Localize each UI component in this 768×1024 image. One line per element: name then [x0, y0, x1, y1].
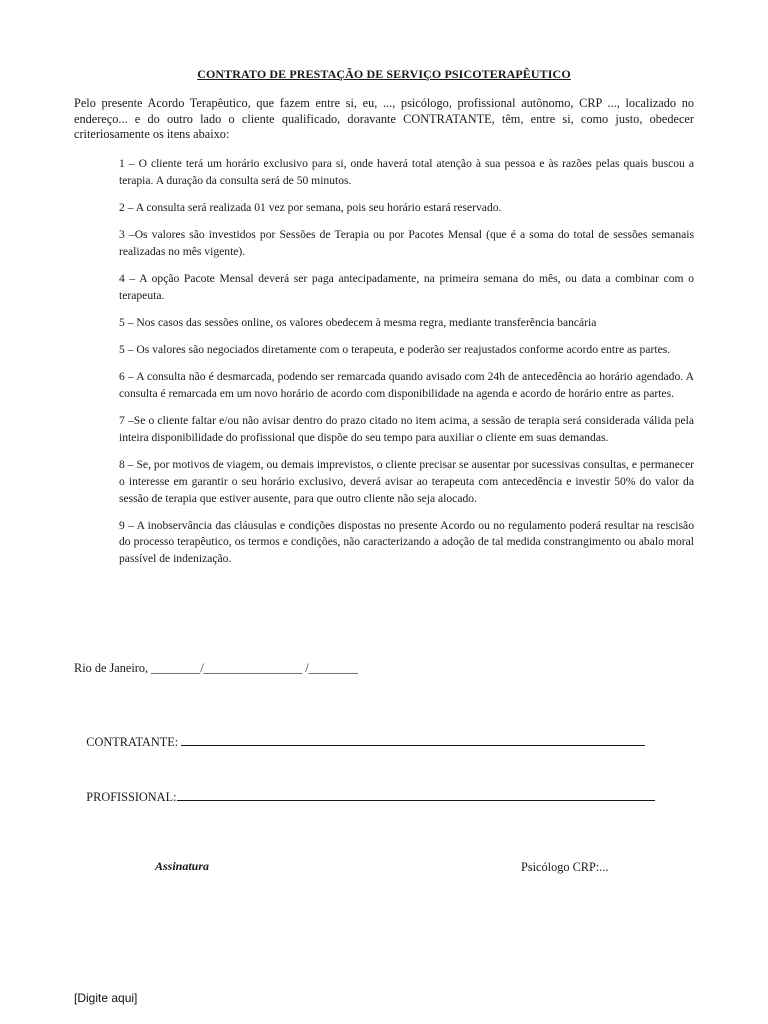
psicologo-crp-label: Psicólogo CRP:...: [521, 860, 609, 874]
clause-list: [119, 156, 694, 578]
profissional-signature-line: [74, 773, 655, 820]
clause-item: 8 – Se, por motivos de viagem, ou demais imprevistos, o cliente precisar se ausentar por sucessivas consultas, e permanecer o interesse em garantir o seu horário exclusivo, deverá avisar ao terapeuta com antecedência e investir 50% do valor da sessão de terapia que estiver ausente, para que outro cliente não seja alocado.: [119, 458, 694, 505]
assinatura-label: Assinatura: [155, 859, 210, 873]
clause-item: 9 – A inobservância das cláusulas e condições dispostas no presente Acordo ou no regulamento poderá resultar na rescisão do processo terapêutico, os termos e condições, não caracterizando a adoção de tal medida constrangimento ou abalo moral passível de indenização.: [119, 518, 694, 566]
intro-paragraph: Pelo presente Acordo Terapêutico, que fazem entre si, eu, ..., psicólogo, profissional autônomo, CRP ..., localizado no endereço... e do outro lado o cliente qualificado, doravante CONTRATANTE, têm, entre si, como justo, obedecer criteriosamente os itens abaixo:: [74, 96, 694, 141]
clause-item: 3 –Os valores são investidos por Sessões de Terapia ou por Pacotes Mensal (que é a soma do total de sessões semanais realizadas no mês vigente).: [119, 228, 694, 258]
clause-item: 5 – Nos casos das sessões online, os valores obedecem à mesma regra, mediante transferência bancária: [119, 315, 597, 329]
contratante-signature-line: [74, 718, 645, 765]
contratante-signature-blank: [181, 733, 645, 746]
clause-item: 5 – Os valores são negociados diretamente com o terapeuta, e poderão ser reajustados conforme acordo entre as partes.: [119, 343, 671, 357]
place-date-line: Rio de Janeiro, ________/________________ /________: [74, 661, 358, 675]
profissional-signature-blank: [177, 788, 655, 801]
contract-title: CONTRATO DE PRESTAÇÃO DE SERVIÇO PSICOTERAPÊUTICO: [197, 67, 571, 81]
footer-placeholder[interactable]: [Digite aqui]: [74, 991, 138, 1005]
contratante-label: CONTRATANTE:: [86, 735, 182, 749]
clause-item: 7 –Se o cliente faltar e/ou não avisar dentro do prazo citado no item acima, a sessão de terapia será considerada válida pela inteira disponibilidade do profissional que dispõe do seu tempo para auxiliar o cliente em suas demandas.: [119, 414, 694, 444]
clause-item: 1 – O cliente terá um horário exclusivo para si, onde haverá total atenção à sua pessoa e às razões pelas quais buscou a terapia. A duração da consulta será de 50 minutos.: [119, 157, 694, 187]
profissional-label: PROFISSIONAL:: [86, 790, 177, 804]
clause-item: 2 – A consulta será realizada 01 vez por semana, pois seu horário estará reservado.: [119, 200, 502, 214]
clause-item: 6 – A consulta não é desmarcada, podendo ser remarcada quando avisado com 24h de antecedência ao horário agendado. A consulta é remarcada em um novo horário de acordo com disponibilidade na agenda e acordo de horário entre as partes.: [119, 370, 694, 401]
clause-item: 4 – A opção Pacote Mensal deverá ser paga antecipadamente, na primeira semana do mês, ou data a combinar com o terapeuta.: [119, 272, 694, 302]
